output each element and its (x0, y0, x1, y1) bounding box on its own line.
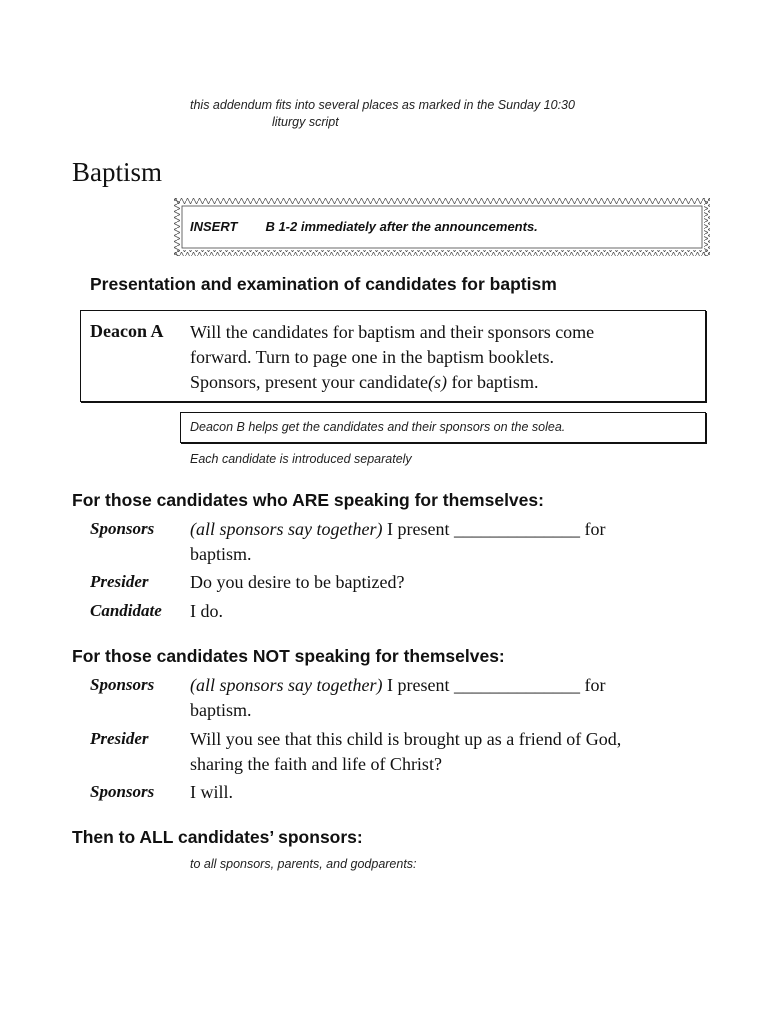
presider-text: Do you desire to be baptized? (190, 572, 405, 592)
deacon-a-role: Deacon A (90, 321, 164, 341)
section-are-heading: For those candidates who ARE speaking for themselves: (72, 490, 544, 510)
header-note-line-1: this addendum fits into several places as marked in the Sunday 10:30 (190, 98, 575, 112)
presentation-heading: Presentation and examination of candidates for baptism (90, 274, 557, 294)
candidate-role: Candidate (90, 601, 162, 620)
sponsors-text: I present ______________ for (382, 519, 606, 539)
deacon-a-line-1: Will the candidates for baptism and their sponsors come (190, 322, 595, 342)
sponsors-role: Sponsors (90, 675, 155, 694)
deacon-b-note: Deacon B helps get the candidates and their sponsors on the solea. (190, 420, 566, 434)
section-not-heading: For those candidates NOT speaking for themselves: (72, 646, 505, 666)
sponsors-role-2: Sponsors (90, 782, 155, 801)
sponsors-role: Sponsors (90, 519, 155, 538)
section-all-heading: Then to ALL candidates’ sponsors: (72, 827, 363, 847)
sponsors-direction: (all sponsors say together) (190, 675, 383, 695)
sponsors-response: I will. (190, 782, 233, 802)
presider-text-line-1: Will you see that this child is brought up as a friend of God, (190, 729, 622, 749)
presider-role: Presider (90, 572, 149, 591)
section-all-note: to all sponsors, parents, and godparents: (190, 857, 417, 871)
deacon-a-line-3 (190, 370, 538, 395)
page-title: Baptism (72, 157, 163, 187)
header-note-line-2: liturgy script (272, 115, 339, 129)
deacon-a-line-3-end: for baptism. (446, 372, 539, 392)
deacon-a-line-3-plural: (s) (427, 372, 447, 392)
deacon-a-line-3-text: Sponsors, present your candidate (190, 372, 428, 392)
candidate-text: I do. (190, 601, 223, 621)
deacon-a-line-2: forward. Turn to page one in the baptism booklets. (190, 347, 554, 367)
sponsors-line (190, 517, 605, 542)
sponsors-text: I present ______________ for (382, 675, 606, 695)
sponsors-line-2: baptism. (190, 544, 252, 564)
each-candidate-note: Each candidate is introduced separately (190, 452, 412, 466)
presider-role: Presider (90, 729, 149, 748)
insert-text: B 1-2 immediately after the announcements. (265, 219, 538, 234)
insert-label: INSERT (190, 219, 238, 234)
insert-instruction (190, 219, 538, 234)
sponsors-direction: (all sponsors say together) (190, 519, 383, 539)
sponsors-line (190, 673, 605, 698)
sponsors-line-2: baptism. (190, 700, 252, 720)
presider-text-line-2: sharing the faith and life of Christ? (190, 754, 442, 774)
